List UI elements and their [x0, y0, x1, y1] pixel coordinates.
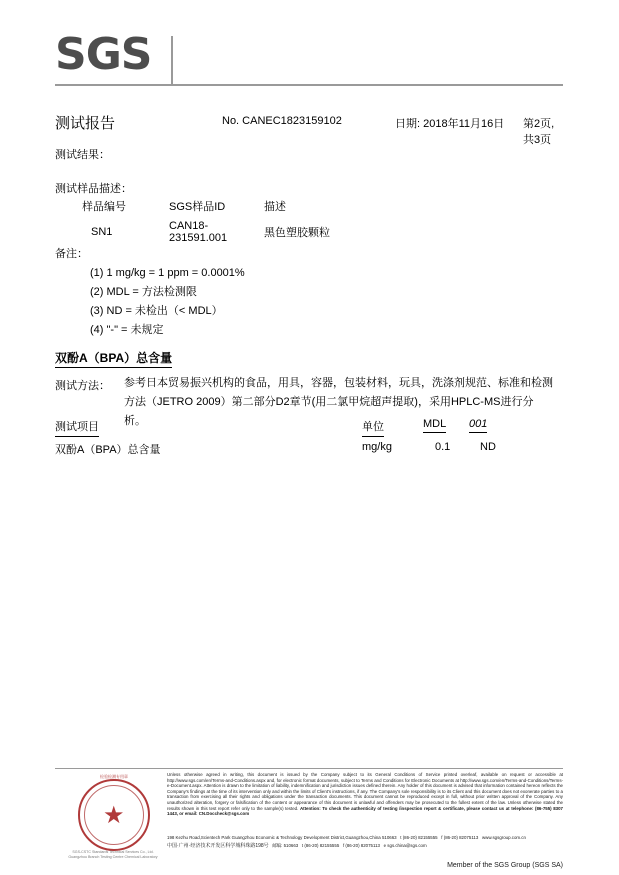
legal-paragraph: Unless otherwise agreed in writing, this document is issued by the Company subject to its General Conditions of Service printed overleaf, available on request or accessible at http://www.sgs.com/en/Terms-and-Conditions.aspx and, for electronic format documents, subject to Terms and Conditions for Electronic Documents at http://www.sgs.com/en/Terms-and-Conditions/Terms-e-Document.aspx. Attention is drawn to the limitation of liability, indemnification and jurisdiction issues defined therein. Any holder of this document is advised that information contained hereon reflects the Company's findings at the time of its intervention only and within the limits of Client's instructions, if any. The Company's sole responsibility is to its Client and this document does not exonerate parties to a transaction from exercising all their rights and obligations under the transaction documents. This document cannot be reproduced except in full, without prior written approval of the Company. Any unauthorized alteration, forgery or falsification of the content or appearance of this document is unlawful and offenders may be prosecuted to the fullest extent of the law. Unless otherwise stated the results shown in this test report refer only to the sample(s) tested.: [167, 772, 563, 811]
section-heading: 双酚A（BPA）总含量: [55, 349, 172, 368]
column-header-unit: 单位: [362, 418, 384, 437]
sgs-logo-text: SGS: [55, 29, 152, 80]
column-header-sample-no: 样品编号: [82, 201, 126, 213]
sgs-logo: [55, 29, 185, 84]
sample-description-label: 测试样品描述：: [55, 183, 132, 195]
page-indicator: 第2页,共3页: [523, 118, 555, 146]
report-date: 日期: 2018年11月16日: [395, 118, 505, 130]
company-stamp: [65, 774, 161, 870]
result-table: [55, 418, 563, 459]
stamp-arc-text: 检验检测专用章: [100, 774, 128, 779]
address-cn-fax: f (86-20) 82075113: [342, 842, 380, 848]
stamp-caption-line2: Guangzhou Branch Testing Centre Chemical Laboratory: [68, 855, 158, 859]
address-en-web: www.sgsgroup.com.cn: [482, 835, 526, 840]
address-cn-email: e sgs.china@sgs.com: [383, 842, 427, 848]
header-rule: [55, 84, 563, 86]
list-item: (2) MDL = 方法检测限: [90, 286, 197, 298]
address-en-fax: f (86-20) 82075113: [441, 835, 479, 840]
list-item: (3) ND = 未检出（< MDL）: [90, 305, 223, 317]
address-line-en: [167, 834, 567, 842]
remarks-list: [90, 264, 245, 340]
column-header-sample-001: 001: [469, 418, 487, 433]
results-label: 测试结果：: [55, 149, 110, 161]
cell-unit: mg/kg: [362, 441, 392, 453]
footer-address: [167, 834, 567, 850]
footer-legal-text: [167, 772, 563, 817]
address-line-cn: [167, 842, 567, 851]
page-title: 测试报告: [55, 115, 116, 132]
address-en: 198 Kezhu Road,Scientech Park Guangzhou Economic & Technology Development District,Guangzhou,China 510663: [167, 835, 397, 840]
address-cn-tel: t (86-20) 82155555: [301, 842, 340, 848]
member-line: Member of the SGS Group (SGS SA): [447, 862, 563, 869]
table-row: [82, 220, 404, 244]
stamp-caption-line1: SGS-CSTC Standards Technical Services Co., Ltd.: [72, 850, 154, 854]
footer-rule: [55, 768, 563, 769]
column-header-mdl: MDL: [423, 418, 446, 433]
report-number: No. CANEC1823159102: [222, 115, 342, 127]
stamp-caption: [65, 850, 161, 860]
method-text: 参考日本贸易振兴机构的食品，用具，容器，包装材料，玩具，洗涤剂规范、标准和检测方法（JETRO 2009）第二部分D2章节(用二氯甲烷超声提取)，采用HPLC-MS进行分析。: [124, 377, 553, 427]
authenticity-note: Attention: To check the authenticity of testing /inspection report & certificate, please contact us at telephone: (86-755) 8307 1443, or email: CN.Doccheck@sgs.com: [167, 805, 563, 817]
title-row: [55, 112, 563, 146]
list-item: (4) "-" = 未规定: [90, 324, 164, 336]
table-row: [55, 441, 563, 459]
cell-mdl: 0.1: [435, 441, 451, 453]
sample-description-table: [82, 198, 404, 244]
footer: [55, 772, 563, 862]
column-header-description: 描述: [264, 201, 286, 213]
cell-test-item: 双酚A（BPA）总含量: [55, 444, 161, 456]
cell-description: 黑色塑胶颗粒: [264, 227, 330, 239]
table-header-row: [82, 198, 404, 220]
cell-result-value: ND: [480, 441, 496, 453]
method-label: 测试方法：: [55, 380, 110, 392]
cell-sample-no: SN1: [91, 226, 113, 238]
logo-divider: [171, 36, 173, 84]
column-header-sgs-id: SGS样品ID: [169, 201, 226, 213]
column-header-test-item: 测试项目: [55, 418, 99, 437]
star-icon: ★: [103, 802, 125, 829]
address-cn: 中国·广州·经济技术开发区科学城科珠路198号: [167, 842, 269, 849]
list-item: (1) 1 mg/kg = 1 ppm = 0.0001%: [90, 267, 245, 279]
cell-sgs-id: CAN18-231591.001: [169, 220, 228, 244]
address-en-tel: t (86-20) 82155555: [400, 835, 438, 840]
address-cn-zip: 邮编: 510663: [272, 842, 299, 848]
remarks-label: 备注：: [55, 248, 88, 260]
result-table-header: [55, 418, 563, 435]
